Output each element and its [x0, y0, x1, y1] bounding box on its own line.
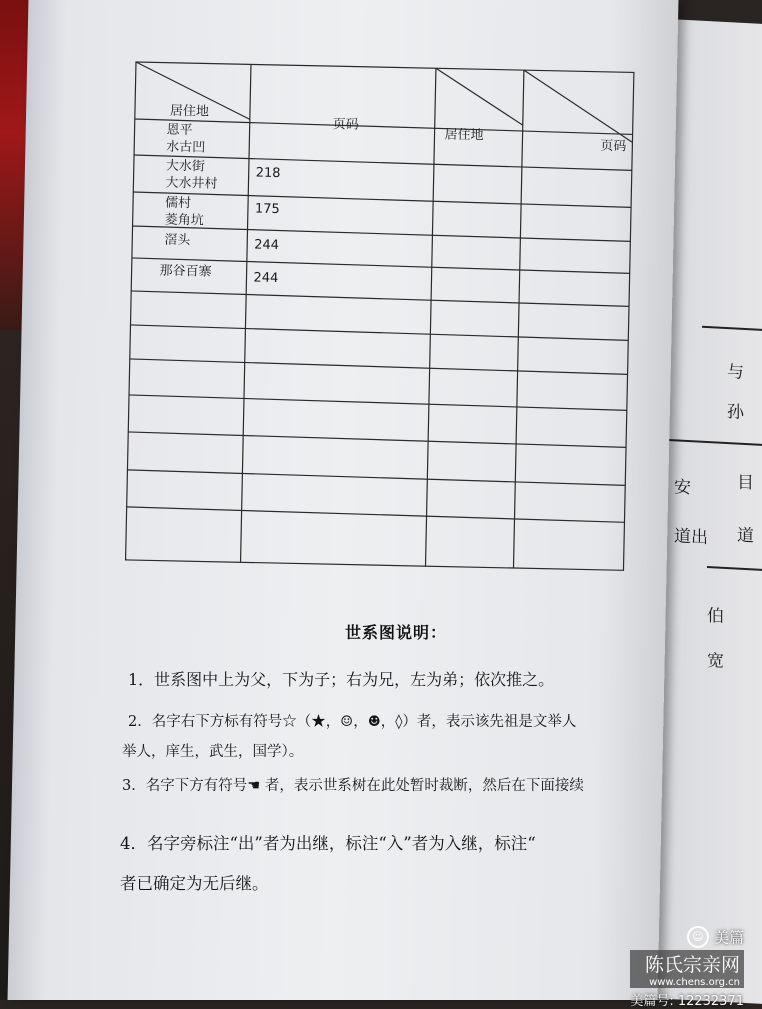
residence-index-table [125, 62, 646, 583]
table-cell-page: 175 [254, 201, 280, 218]
header-residence: 居住地 [169, 103, 210, 120]
facing-page-char: 伯 [707, 606, 724, 627]
table-cell-place: 大水井村 [165, 175, 218, 192]
watermark-url: www.chens.org.cn [630, 977, 744, 988]
note-item-3: 3．名字下方有符号☚ 者，表示世系树在此处暂时裁断，然后在下面接续 [122, 778, 584, 794]
table-cell-place: 恩平 [166, 122, 193, 139]
facing-page-char: 道 [737, 525, 754, 547]
note-item-2-continued: 举人，庠生，武生，国学）。 [122, 744, 304, 760]
facing-page-rule [707, 566, 762, 571]
table-cell-place: 滘头 [164, 232, 191, 249]
watermark-brand: 美篇 [713, 928, 744, 947]
header-residence-right: 居住地 [444, 127, 484, 144]
facing-page-char: 宽 [707, 651, 724, 672]
header-page-number-right: 页码 [600, 138, 627, 155]
facing-page-char: 孙 [727, 402, 744, 423]
table-cell-page: 218 [255, 165, 281, 182]
note-item-2: 2．名字右下方标有符号☆（★，☺，☻，◊）者，表示该先祖是文举人 [128, 714, 577, 730]
table-cell-place: 菱角坑 [164, 212, 204, 229]
table-cell-place: 大水街 [165, 158, 205, 175]
facing-page-char: 安 [674, 477, 691, 499]
table-cell-page: 244 [254, 237, 280, 254]
note-item-1: 1．世系图中上为父，下为子；右为兄，左为弟；依次推之。 [128, 670, 555, 689]
header-page-number: 页码 [332, 117, 359, 133]
facing-page-char: 目 [737, 472, 754, 494]
meipian-logo-icon: ☺ [687, 926, 709, 948]
watermark-id: 美篇号: 12232371 [630, 994, 744, 1009]
note-item-4: 4．名字旁标注“出”者为出继，标注“入”者为入继，标注“ [120, 834, 536, 853]
table-cell-place: 儒村 [164, 195, 192, 212]
watermark [630, 926, 744, 1009]
facing-page-char: 道出 [674, 526, 708, 549]
section-title: 世系图说明： [345, 623, 448, 642]
note-item-4-continued: 者已确定为无后继。 [120, 874, 269, 893]
table-cell-place: 水古凹 [166, 139, 206, 156]
table-cell-place: 那谷百寨 [159, 263, 212, 280]
watermark-site: 陈氏宗亲网 [630, 950, 744, 977]
table-cell-page: 244 [253, 270, 279, 287]
facing-page-rule [702, 326, 762, 331]
facing-page-char: 与 [727, 362, 744, 383]
